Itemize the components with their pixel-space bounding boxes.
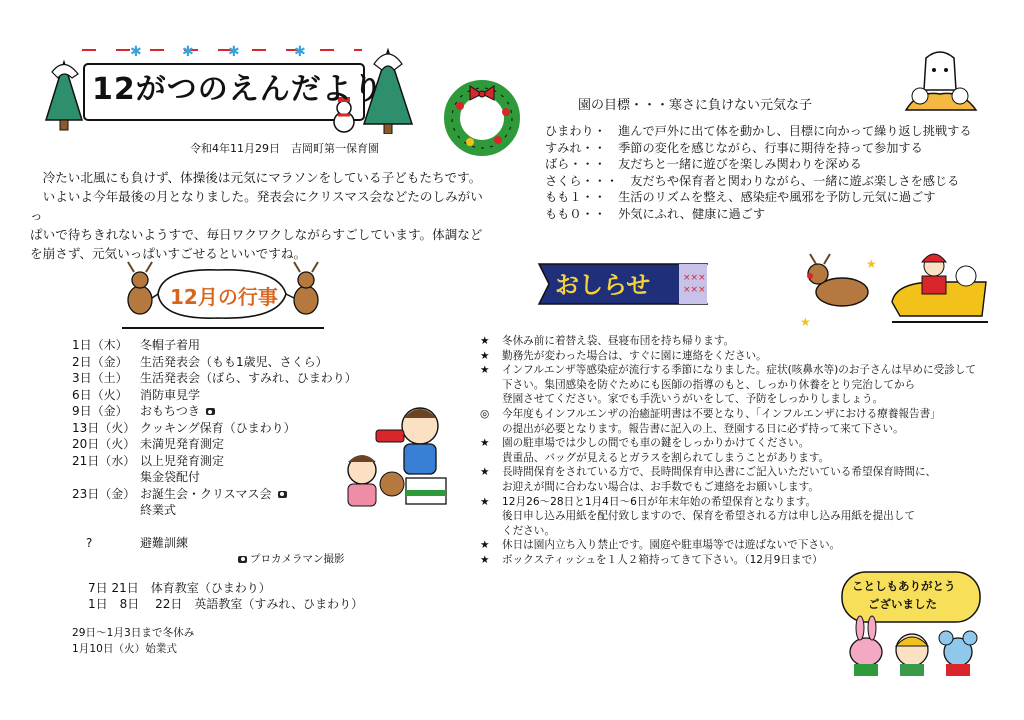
event-date: 6日（火） <box>72 387 128 402</box>
star-icon: ★ <box>480 349 490 362</box>
camera-icon <box>238 556 247 563</box>
notice-text: インフルエンザ等感染症が流行する季節になりました。症状(咳鼻水等)のお子さんは早めに受診して 下さい。集団感染を防ぐためにも医師の指導のもと、しっかり休養をとり完治してから 登園させてください。家でも手洗いうがいをして、予防をしっかりしましょう。 <box>502 364 976 406</box>
intro-line: を崩さず、元気いっぱいすごせるといいですね。 <box>30 246 307 261</box>
opening-ceremony: 1月10日（火）始業式 <box>72 643 177 655</box>
event-row <box>72 502 363 519</box>
class-schedule: 1日 8日 22日 英語教室（すみれ、ひまわり） <box>88 597 364 611</box>
notice-item <box>480 334 1000 349</box>
event-text: 以上児発育測定 <box>140 453 225 468</box>
event-date: 3日（土） <box>72 371 128 385</box>
event-text: 生活発表会（ばら、すみれ、ひまわり） <box>140 371 357 385</box>
event-row <box>72 469 363 486</box>
winter-holiday: 29日～1月3日まで冬休み <box>72 626 195 639</box>
event-text: 冬帽子着用 <box>140 338 201 352</box>
event-row <box>72 354 363 371</box>
star-icon: ★ <box>480 437 490 450</box>
event-row <box>72 370 363 387</box>
notice-item <box>480 538 1000 553</box>
svg-text:★: ★ <box>866 257 877 271</box>
intro-line: ぱいで待ちきれないようすで、毎日ワクワクしながらすごしています。体調など <box>30 227 483 242</box>
event-text: おもちつき <box>140 404 200 418</box>
event-date: 21日（水） <box>72 453 136 468</box>
event-text: 生活発表会（もも1歳児、さくら） <box>140 354 328 369</box>
event-date: ? <box>86 535 93 550</box>
closing-line-1: ことしもありがとう <box>852 579 956 593</box>
event-row <box>72 337 363 354</box>
event-text: 終業式 <box>140 503 177 517</box>
notice-text: 今年度もインフルエンザの治癒証明書は不要となり、「インフルエンザにおける療養報告書」 の提出が必要となります。報告書に記入の上、登園する日に必ず持って来て下さい。 <box>502 407 941 435</box>
event-row <box>72 453 363 470</box>
notice-item <box>480 407 1000 436</box>
notice-list <box>480 334 1000 568</box>
goal-item: すみれ・・ 季節の変化を感じながら、行事に期待を持って参加する <box>545 140 923 155</box>
star-icon: ★ <box>480 553 490 566</box>
class-goals <box>545 123 972 222</box>
svg-text:✱: ✱ <box>130 44 142 60</box>
event-text: 消防車見学 <box>140 387 201 402</box>
svg-text:×××: ××× <box>683 273 706 283</box>
page-title: 12がつのえんだより <box>92 72 384 107</box>
event-row <box>72 387 363 404</box>
goal-item: さくら・・・ 友だちや保育者と関わりながら、一緒に遊ぶ楽しさを感じる <box>545 173 960 188</box>
svg-text:×××: ××× <box>683 285 706 295</box>
events-badge-label: 12月の行事 <box>170 285 278 309</box>
camera-note-text: プロカメラマン撮影 <box>250 553 345 565</box>
event-text: 集金袋配付 <box>140 470 201 484</box>
svg-text:✱: ✱ <box>294 44 306 60</box>
event-row <box>72 535 363 552</box>
star-icon: ★ <box>480 466 490 479</box>
star-icon: ★ <box>480 364 490 377</box>
notice-item <box>480 436 1000 465</box>
goal-item: ばら・・・ 友だちと一緒に遊びを楽しみ関わりを深める <box>545 157 862 171</box>
children-playing-illustration <box>336 400 460 510</box>
event-date: 23日（金） <box>72 486 136 501</box>
event-text: 避難訓練 <box>140 535 189 550</box>
event-date: 9日（金） <box>72 404 128 418</box>
event-date: 1日（木） <box>72 338 128 352</box>
event-date: 2日（金） <box>72 354 128 369</box>
notice-text: 休日は園内立ち入り禁止です。園庭や駐車場等では遊ばないで下さい。 <box>502 539 841 552</box>
december-events <box>72 337 363 658</box>
svg-text:✱: ✱ <box>228 44 240 60</box>
ghost-friends-illustration <box>898 50 982 116</box>
event-row <box>72 436 363 453</box>
school-goal-title: 園の目標・・・寒さに負けない元気な子 <box>578 98 813 113</box>
goal-item: ひまわり・ 進んで戸外に出て体を動かし、目標に向かって繰り返し挑戦する <box>545 124 972 138</box>
intro-line: 冷たい北風にも負けず、体操後は元気にマラソンをしている子どもたちです。 <box>30 170 482 185</box>
event-row <box>72 420 363 437</box>
event-date: 13日（火） <box>72 420 136 435</box>
date-school: 令和4年11月29日 吉岡町第一保育園 <box>190 142 379 155</box>
event-row <box>72 486 363 503</box>
notice-text: 長時間保育をされている方で、長時間保育申込書にご記入いただいている希望保育時間に、 お迎えが間に合わない場合は、お手数でもご連絡をお願いします。 <box>502 466 937 493</box>
notice-banner-label: おしらせ <box>555 271 651 299</box>
notice-item <box>480 495 1000 539</box>
svg-text:✱: ✱ <box>182 44 194 60</box>
notice-text: 12月26～28日と1月4日～6日が年末年始の希望保育となります。 後日申し込み用紙を配付致しますので、保育を希望される方は申し込み用紙を提出して ください。 <box>502 495 915 537</box>
class-schedule: 7日 21日 体育教室（ひまわり） <box>88 580 271 595</box>
star-icon: ★ <box>480 495 490 508</box>
event-row <box>72 403 363 420</box>
notice-item <box>480 465 1000 494</box>
event-date: 20日（火） <box>72 437 136 451</box>
notice-text: ボックスティッシュを１人２箱持ってきて下さい。（12月9日まで） <box>502 553 823 566</box>
star-icon: ★ <box>480 335 490 347</box>
camera-note <box>72 551 363 568</box>
event-text: クッキング保育（ひまわり） <box>140 420 296 435</box>
notice-text: 勤務先が変わった場合は、すぐに園に連絡をください。 <box>502 349 767 362</box>
star-icon: ★ <box>480 539 490 552</box>
notice-item <box>480 363 1000 407</box>
goal-item: もも１・・ 生活のリズムを整え、感染症や風邪を予防し元気に過ごす <box>545 190 936 204</box>
double-circle-icon: ◎ <box>480 407 490 420</box>
notice-text: 冬休み前に着替え袋、昼寝布団を持ち帰ります。 <box>502 335 735 347</box>
wreath-illustration <box>440 76 524 156</box>
svg-text:★: ★ <box>800 315 811 329</box>
camera-icon <box>206 408 215 415</box>
event-text: お誕生会・クリスマス会 <box>140 486 272 501</box>
notice-item <box>480 349 1000 364</box>
notice-text: 園の駐車場では少しの間でも車の鍵をしっかりかけてください。 貴重品、バッグが見えるとガラスを割られてしまうことがあります。 <box>502 437 830 464</box>
camera-icon <box>278 491 287 498</box>
event-text: 未満児発育測定 <box>140 437 225 451</box>
goal-item: もも０・・ 外気にふれ、健康に過ごす <box>545 206 766 221</box>
intro-message <box>30 168 485 263</box>
closing-line-2: ございました <box>868 597 937 611</box>
santa-sleigh-illustration <box>796 252 996 332</box>
intro-line: いよいよ今年最後の月となりました。発表会にクリスマス会などたのしみがいっ <box>30 189 483 223</box>
